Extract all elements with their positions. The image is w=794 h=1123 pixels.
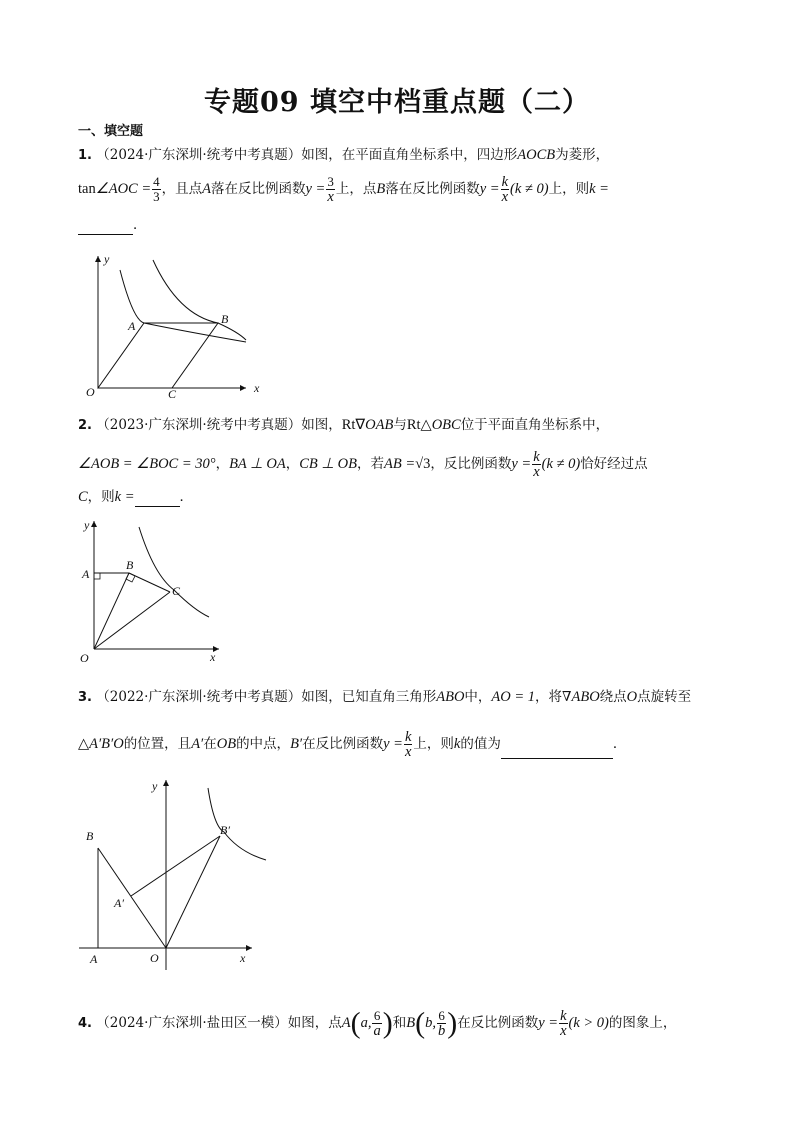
q1-then: 上，则 <box>548 181 590 197</box>
q2-angles: ∠AOB = ∠BOC = 30° <box>78 456 216 472</box>
q2-frac-k-x <box>532 450 540 479</box>
q1-frac-k-x <box>501 175 509 204</box>
q3-label-a-prime: A′ <box>114 896 124 910</box>
q4-a-var: a, <box>360 1015 372 1031</box>
q3-rotate: ，将∇ <box>535 689 572 705</box>
q1-label-a: A <box>128 319 136 333</box>
q4-b-var: b, <box>425 1015 436 1031</box>
q1-text-a: ，且点 <box>161 181 203 197</box>
q1-k-cond: (k ≠ 0) <box>510 181 549 197</box>
q2-line1 <box>78 415 609 436</box>
q2-rt2: Rt△ <box>406 417 432 433</box>
q2-line3 <box>78 487 193 507</box>
q3-x-arrow <box>246 945 252 951</box>
q1-frac3-num: 3 <box>327 174 334 189</box>
q4-fk-num: k <box>560 1008 567 1024</box>
q3-source: （2022·广东深圳·统考中考真题）如图，已知直角三角形 <box>96 689 437 705</box>
q4-source: （2024·广东深圳·盐田区一模）如图，点 <box>96 1015 342 1031</box>
q1-x-arrow <box>240 385 246 391</box>
q4-fa-num: 6 <box>373 1008 381 1023</box>
q1-source: （2024·广东深圳·统考中考真题）如图，在平面直角坐标系中，四边形 <box>96 147 518 163</box>
q3-frac-k-x <box>404 730 412 759</box>
q2-k-cond: (k ≠ 0) <box>541 456 581 472</box>
q1-frac-den: 3 <box>153 189 160 204</box>
q1-k-eq: k = <box>589 181 609 197</box>
q4-y-eq: y = <box>538 1015 559 1031</box>
q2-y-eq: y = <box>511 456 532 472</box>
q2-oab: OAB <box>365 417 394 433</box>
q1-line3 <box>78 215 147 235</box>
q1-label-b: B <box>221 312 229 326</box>
q1-line1 <box>78 145 609 166</box>
q4-paren-open-b: ( <box>415 1006 426 1040</box>
q2-label-a: A <box>82 567 90 581</box>
q3-abo: ABO <box>436 689 465 705</box>
q1-label-x: x <box>254 381 260 395</box>
q3-a-prime: A′ <box>191 736 204 752</box>
q3-segment-bo <box>98 848 166 948</box>
q3-abo-prime: A′B′O <box>89 736 124 752</box>
q3-label-x: x <box>240 951 246 965</box>
q3-line1 <box>78 687 691 708</box>
q3-midpoint: 的中点， <box>236 736 291 752</box>
q4-frac-6-a <box>372 1009 381 1038</box>
q1-frac-4-3 <box>152 175 161 204</box>
q1-end: ． <box>133 217 147 233</box>
q2-y-arrow <box>91 521 97 527</box>
q3-k: k <box>453 736 461 752</box>
section-heading: 一、填空题 <box>78 124 144 139</box>
page-title: 专题09 填空中档重点题（二） <box>204 87 590 118</box>
q1-fk-den: x <box>501 189 509 205</box>
q1-y-eq2: y = <box>479 181 500 197</box>
q2-and: 与 <box>393 417 407 433</box>
q2-k-eq: k = <box>114 489 135 505</box>
q4-frac-k-x <box>559 1009 567 1038</box>
q4-number: 4. <box>78 1016 92 1031</box>
q1-label-y: y <box>104 252 110 266</box>
q3-value: 的值为 <box>460 736 501 752</box>
q4-fa-den: a <box>373 1023 381 1039</box>
q4-and: 和 <box>392 1015 407 1031</box>
q2-label-c: C <box>172 584 181 598</box>
q3-label-b-prime: B′ <box>220 823 230 837</box>
q2-obc: OBC <box>431 417 461 433</box>
q2-segment-oc <box>94 592 170 649</box>
q1-answer-blank <box>78 220 133 235</box>
q3-on-func: 在反比例函数 <box>302 736 384 752</box>
q2-label-o: O <box>80 651 89 665</box>
q3-line2 <box>78 730 626 759</box>
q3-label-a: A <box>90 952 98 966</box>
q3-y-eq: y = <box>383 736 403 752</box>
q1-tan: tan <box>78 181 96 197</box>
q1-curve-lower <box>120 270 246 342</box>
q1-point-b: B <box>376 181 386 197</box>
q2-line2 <box>78 450 648 479</box>
q3-fk-num: k <box>404 729 412 745</box>
q3-o: O <box>626 689 638 705</box>
q3-position: 的位置，且 <box>123 736 192 752</box>
q2-source: （2023·广东深圳·统考中考真题）如图， <box>96 417 342 433</box>
q1-fk-num: k <box>501 174 509 190</box>
q3-label-b: B <box>86 829 94 843</box>
q1-line2 <box>78 175 609 204</box>
q2-cb-ob: CB ⊥ OB <box>299 456 357 472</box>
q3-around: 绕点 <box>599 689 627 705</box>
q2-end: ． <box>179 489 194 505</box>
q3-label-o: O <box>150 951 159 965</box>
q1-text-falls: 落在反比例函数 <box>211 181 306 197</box>
q1-frac-3-x <box>326 175 335 204</box>
q2-answer-blank <box>135 492 180 507</box>
q3-tri: △ <box>78 736 90 752</box>
q4-fb-den: b <box>437 1023 446 1039</box>
q3-segment-o-b-prime <box>166 836 220 948</box>
q3-segment-a-b-prime <box>131 836 220 896</box>
q3-abo2: ABO <box>571 689 600 705</box>
q1-point-a: A <box>202 181 211 197</box>
q4-fk-den: x <box>560 1023 567 1039</box>
q2-then: ，则 <box>87 489 115 505</box>
q4-line1 <box>78 1003 676 1044</box>
q1-y-arrow <box>95 256 101 262</box>
q2-right-angle-a <box>94 573 100 579</box>
q2-if: ，若 <box>356 456 384 472</box>
q4-k-cond: (k > 0) <box>568 1015 609 1031</box>
q2-comma2: ， <box>285 456 300 472</box>
q3-b-prime: B′ <box>290 736 303 752</box>
q1-label-o: O <box>86 385 95 399</box>
q4-fb-num: 6 <box>438 1008 445 1023</box>
q2-curve <box>139 527 209 617</box>
q2-func-text: ，反比例函数 <box>430 456 512 472</box>
q4-frac-6-b <box>437 1009 446 1038</box>
q3-ob: OB <box>216 736 237 752</box>
q3-on: 上，则 <box>413 736 454 752</box>
q2-comma1: ， <box>215 456 230 472</box>
q3-in: 中， <box>464 689 492 705</box>
q4-paren-open-a: ( <box>350 1006 361 1040</box>
q4-point-b: B <box>406 1015 416 1031</box>
q1-text-on-b: 上，点 <box>335 181 377 197</box>
q2-fk-num: k <box>533 449 540 465</box>
q1-angle: ∠AOC = <box>95 181 152 197</box>
q1-number: 1. <box>78 148 92 163</box>
q1-rhombus <box>98 323 218 388</box>
q1-label-c: C <box>168 387 177 401</box>
q2-figure <box>74 515 234 670</box>
q3-end: ． <box>612 736 627 752</box>
q3-figure <box>74 772 274 972</box>
q3-label-y: y <box>152 779 158 793</box>
q2-fk-den: x <box>533 464 540 480</box>
q2-passes: 恰好经过点 <box>580 456 648 472</box>
q4-paren-close-a: ) <box>382 1006 393 1040</box>
q2-sqrt3: √3 <box>415 456 431 472</box>
q3-fk-den: x <box>404 744 412 760</box>
q3-rotate-to: 点旋转至 <box>637 689 692 705</box>
q3-at: 在 <box>203 736 217 752</box>
q2-segment-ob <box>94 573 129 649</box>
q2-label-x: x <box>210 650 216 664</box>
q2-point-c: C <box>78 489 88 505</box>
q2-ba-oa: BA ⊥ OA <box>229 456 286 472</box>
q1-frac-num: 4 <box>153 174 160 189</box>
q1-y-eq: y = <box>305 181 326 197</box>
q1-frac3-den: x <box>327 189 334 205</box>
q4-tail: 的图象上， <box>608 1015 677 1031</box>
q2-rt1: Rt∇ <box>341 417 366 433</box>
q2-label-y: y <box>84 518 90 532</box>
q4-on-func: 在反比例函数 <box>457 1015 539 1031</box>
q1-text-falls2: 落在反比例函数 <box>385 181 480 197</box>
q3-curve <box>208 788 266 860</box>
q2-label-b: B <box>126 558 134 572</box>
q4-paren-close-b: ) <box>447 1006 458 1040</box>
q2-ab-eq: AB = <box>383 456 416 472</box>
q4-point-a: A <box>341 1015 351 1031</box>
q2-located: 位于平面直角坐标系中， <box>460 417 610 433</box>
q1-aocb: AOCB <box>517 147 556 163</box>
q1-rhombus: 为菱形， <box>555 147 610 163</box>
q3-answer-blank <box>501 744 613 759</box>
q2-number: 2. <box>78 418 92 433</box>
q1-figure <box>78 250 258 400</box>
q3-y-arrow <box>163 780 169 786</box>
q3-number: 3. <box>78 690 92 705</box>
q3-ao-eq: AO = 1 <box>491 689 536 705</box>
